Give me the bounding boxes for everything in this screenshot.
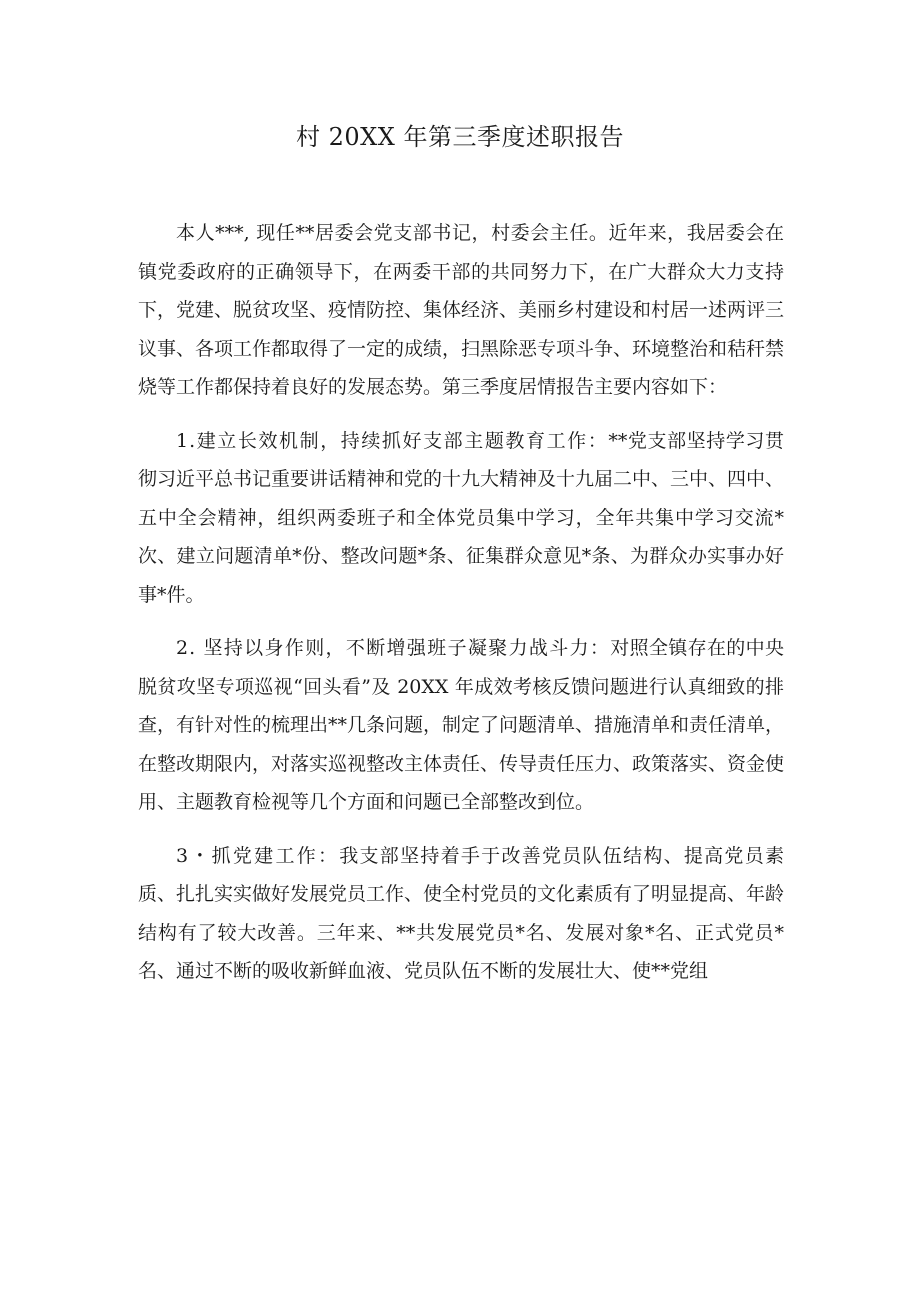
paragraph-item-1-text: **党支部坚持学习贯彻习近平总书记重要讲话精神和党的十九大精神及十九届二中、三中、四中、五中全会精神，组织两委班子和全体党员集中学习，全年共集中学习交流*次、建立问题清单*份、整改问题*条、征集群众意见*条、为群众办实事办好事*件。 [138,429,785,606]
paragraph-item-1-heading: 1.建立长效机制，持续抓好支部主题教育工作： [176,429,609,452]
paragraph-intro [138,214,784,407]
paragraph-item-3-heading: 3・抓党建工作： [176,844,340,867]
document-body [138,214,784,1006]
paragraph-item-2 [138,629,784,822]
paragraph-intro-text: 本人***, 现任**居委会党支部书记，村委会主任。近年来，我居委会在镇党委政府的正确领导下，在两委干部的共同努力下，在广大群众大力支持下，党建、脱贫攻坚、疫情防控、集体经济、美丽乡村建设和村居一述两评三议事、各项工作都取得了一定的成绩，扫黑除恶专项斗争、环境整治和秸秆禁烧等工作都保持着良好的发展态势。第三季度居情报告主要内容如下： [138,222,785,398]
paragraph-item-1 [138,422,784,615]
document-title: 村 20XX 年第三季度述职报告 [296,123,624,151]
paragraph-item-3-text: 我支部坚持着手于改善党员队伍结构、提高党员素质、扎扎实实做好发展党员工作、使全村党员的文化素质有了明显提高、年龄结构有了较大改善。三年来、**共发展党员*名、发展对象*名、正式党员*名、通过不断的吸收新鲜血液、党员队伍不断的发展壮大、使**党组 [138,844,785,982]
paragraph-item-3 [138,837,784,991]
paragraph-item-2-heading: 2. 坚持以身作则，不断增强班子凝聚力战斗力： [176,637,611,659]
paragraph-item-2-text: 对照全镇存在的中央脱贫攻坚专项巡视“回头看”及 20XX 年成效考核反馈问题进行认真细致的排查，有针对性的梳理出**几条问题，制定了问题清单、措施清单和责任清单，在整改期限内，对落实巡视整改主体责任、传导责任压力、政策落实、资金使用、主题教育检视等几个方面和问题已全部整改到位。 [138,637,785,813]
